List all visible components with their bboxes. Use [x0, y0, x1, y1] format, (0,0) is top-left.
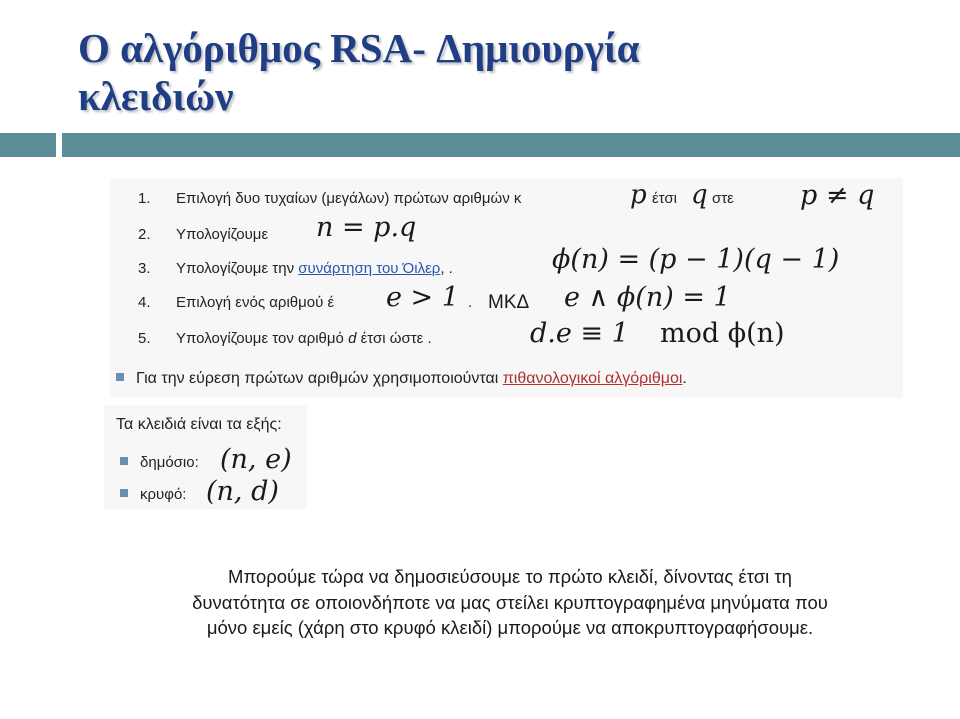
title-bar-line	[62, 133, 960, 157]
bullet-square-icon	[120, 489, 128, 497]
keys-heading: Τα κλειδιά είναι τα εξής:	[116, 416, 282, 433]
step-5-text	[176, 330, 432, 347]
paragraph-line-3: μόνο εμείς (χάρη στο κρυφό κλειδί) μπορούμε να αποκρυπτογραφήσουμε.	[206, 617, 814, 638]
euler-function-link[interactable]: συνάρτηση του Όιλερ	[298, 260, 441, 277]
p-not-equal-q: p ≠ q	[800, 180, 875, 211]
mkd-label: ΜΚΔ	[488, 292, 530, 313]
step-4-number: 4.	[138, 294, 151, 311]
explanation-paragraph	[70, 564, 950, 641]
step-1-label: Επιλογή δυο τυχαίων (μεγάλων) πρώτων αριθμών κ	[176, 190, 522, 207]
step-5-var: d	[348, 330, 357, 347]
paragraph-line-2: δυνατότητα σε οποιονδήποτε να μας στείλει κρυπτογραφημένα μηνύματα που	[192, 591, 828, 613]
step-1-q: q	[691, 180, 708, 210]
step-3-tail: , .	[440, 260, 453, 277]
public-key-value: (n, e)	[220, 444, 292, 475]
public-key-row	[120, 454, 199, 471]
step-4-tail: .	[468, 294, 473, 311]
title-bar-block	[0, 133, 56, 157]
prime-search-note	[116, 370, 687, 388]
step-1-number: 1.	[138, 190, 151, 207]
step-5-tail: έτσι ώστε .	[360, 330, 432, 347]
bullet-tail: .	[682, 370, 687, 387]
step-3-number: 3.	[138, 260, 151, 277]
bullet-square-icon	[116, 373, 124, 381]
step-4-text: Επιλογή ενός αριθμού έ	[176, 294, 335, 311]
de-congruence: d.e ≡ 1	[530, 318, 629, 349]
private-key-label: κρυφό:	[140, 486, 187, 503]
step-1-text	[176, 190, 521, 207]
gcd-condition: e ∧ ϕ(n) = 1	[564, 282, 731, 313]
public-key-label: δημόσιο:	[140, 454, 199, 471]
step-1-after: έτσι	[652, 190, 677, 207]
step-1-after2: στε	[712, 190, 734, 207]
rsa-steps-panel	[110, 178, 903, 398]
step-1-p: p	[630, 180, 647, 210]
step-3-label: Υπολογίζουμε την	[176, 260, 295, 277]
bullet-square-icon	[120, 457, 128, 465]
phi-formula: ϕ(n) = (p − 1)(q − 1)	[552, 244, 840, 275]
title-line-1: Ο αλγόριθμος RSA- Δημιουργία	[78, 25, 640, 71]
title-line-2: κλειδιών	[78, 73, 234, 119]
n-equals-pq: n = p.q	[316, 212, 417, 243]
bullet-text: Για την εύρεση πρώτων αριθμών χρησιμοποιούνται	[136, 370, 499, 387]
step-5-number: 5.	[138, 330, 151, 347]
e-greater-one: e > 1	[386, 282, 459, 313]
probabilistic-algorithms-link[interactable]: πιθανολογικοί αλγόριθμοι	[502, 370, 683, 387]
step-2-number: 2.	[138, 226, 151, 243]
private-key-value: (n, d)	[206, 476, 279, 507]
step-5-label: Υπολογίζουμε τον αριθμό	[176, 330, 344, 347]
step-2-text: Υπολογίζουμε	[176, 226, 269, 243]
step-3-text	[176, 260, 453, 277]
page-title	[78, 24, 938, 120]
mod-phi: mod ϕ(n)	[660, 318, 785, 349]
paragraph-line-1: Μπορούμε τώρα να δημοσιεύσουμε το πρώτο κλειδί, δίνοντας έτσι τη	[228, 566, 792, 587]
private-key-row	[120, 486, 186, 503]
